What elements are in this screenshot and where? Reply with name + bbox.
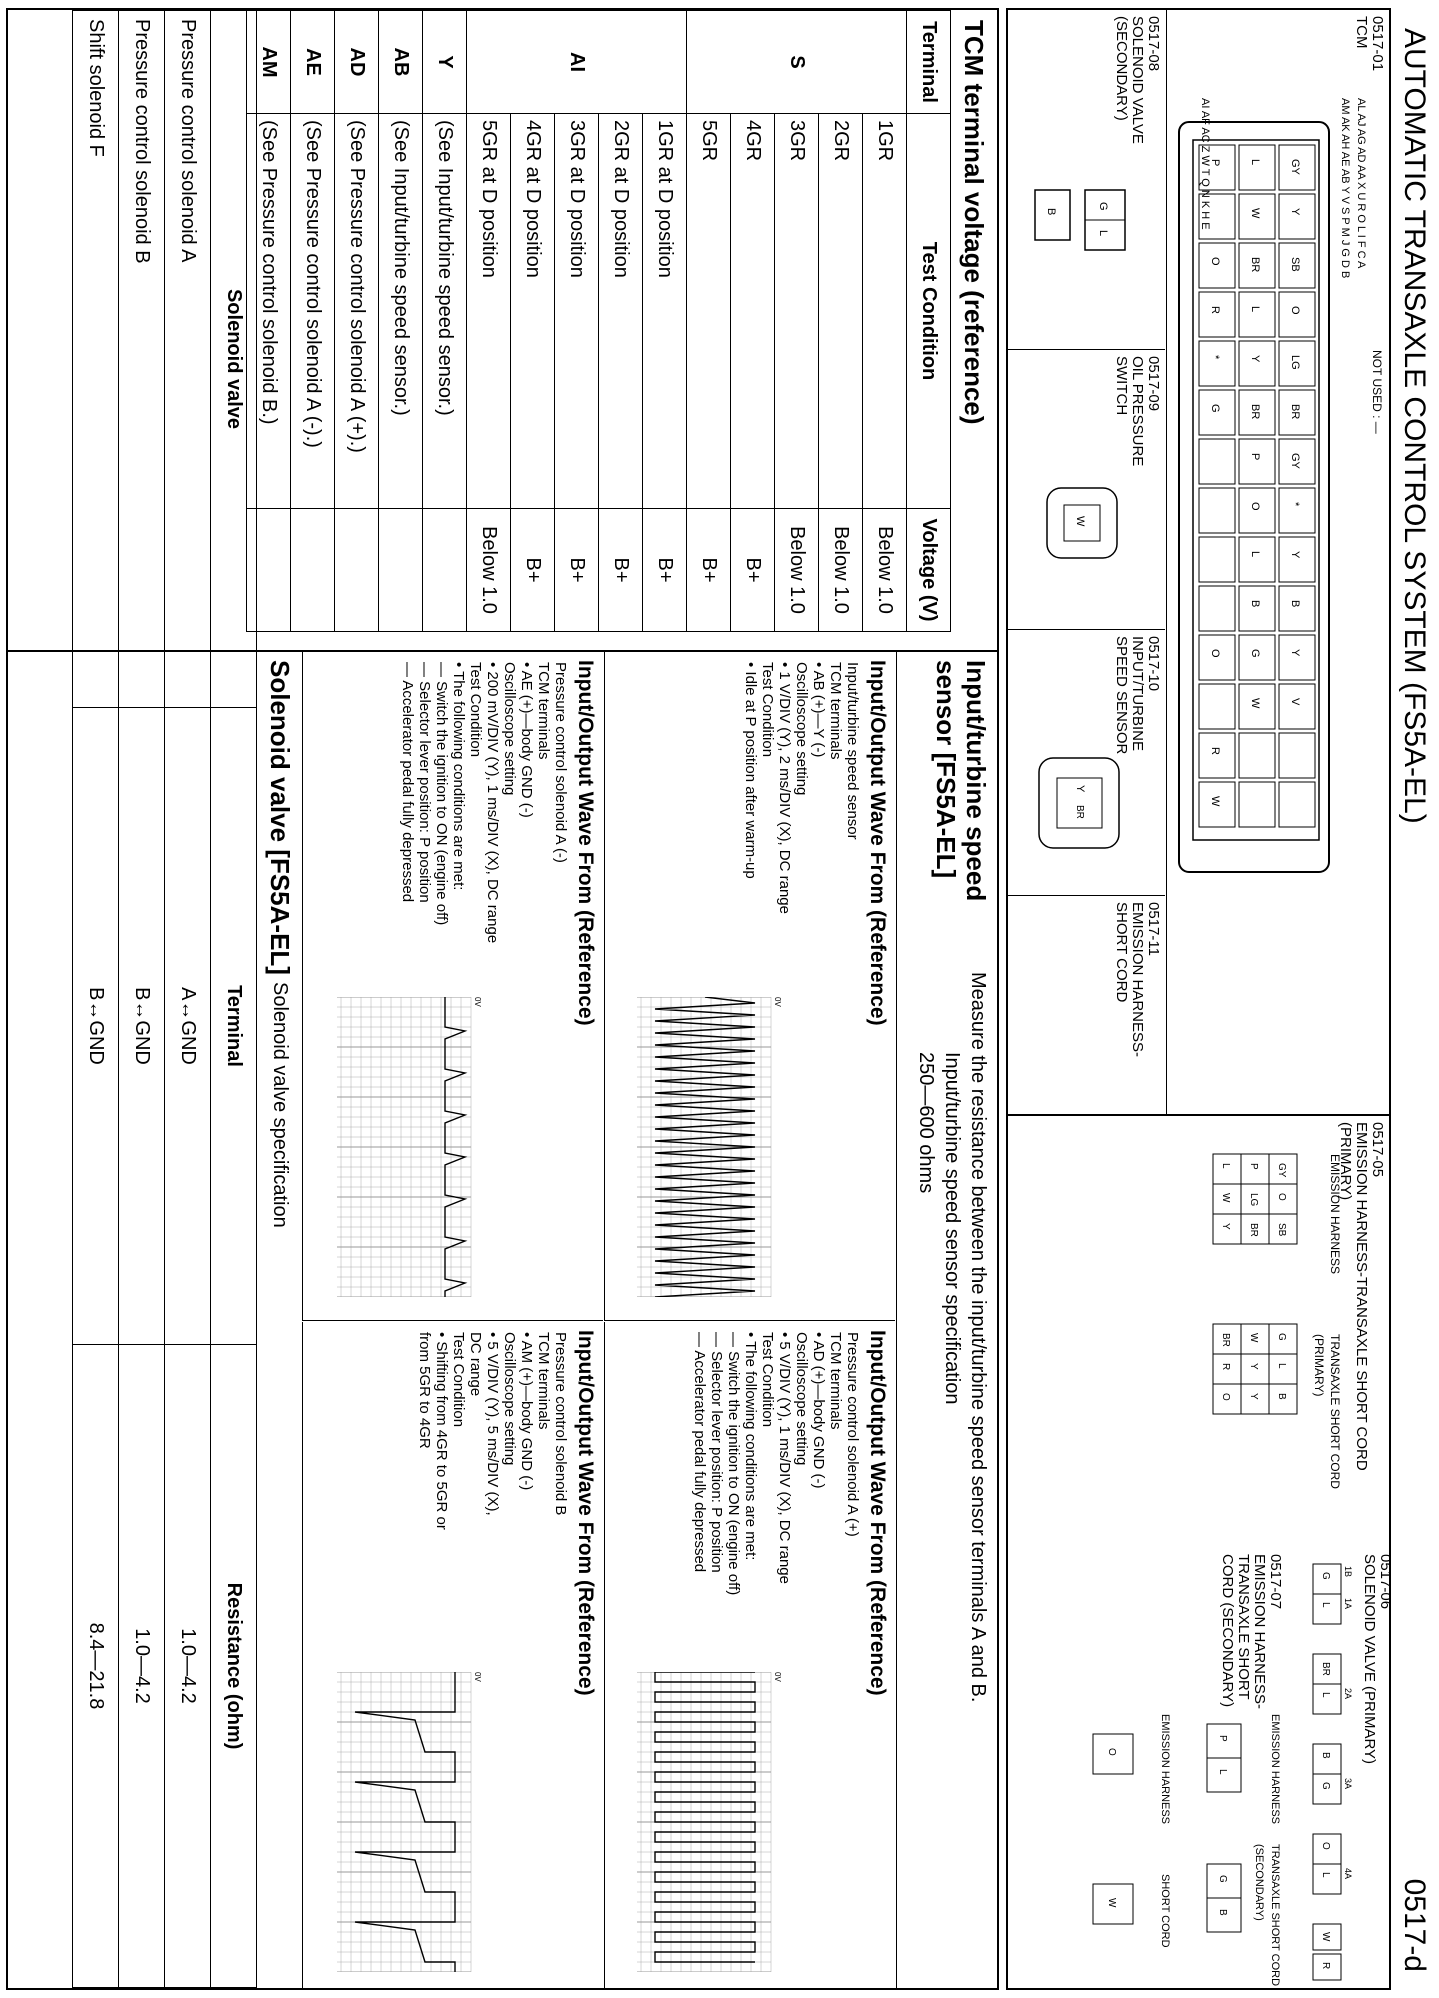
tcm-pin-cell <box>1239 439 1275 484</box>
oscilloscope-grid <box>635 1672 785 1972</box>
tcm-terminal-cell: AI <box>467 11 687 114</box>
conn-0517-11-code: 0517-11 <box>1145 902 1162 956</box>
tcm-table-row <box>291 11 335 632</box>
solenoid-resistance-cell: 1.0—4.2 <box>165 1345 211 1988</box>
tcm-pin-cell <box>1239 292 1275 337</box>
conn-0517-08-name: SOLENOID VALVE (SECONDARY) <box>1113 16 1146 144</box>
tcm-pin-cell <box>1279 733 1315 778</box>
solenoid-terminal-cell: A↔GND <box>165 708 211 1345</box>
wave-text-line: DC range <box>467 1332 484 1397</box>
solenoid-terminal-cell: B↔GND <box>119 708 165 1345</box>
tcm-condition-cell: 5GR at D position <box>467 114 511 509</box>
wave-panel-4 <box>302 1322 603 1988</box>
connector-pin-color: SB <box>1276 1223 1287 1237</box>
tcm-pin-color: * <box>1289 502 1301 507</box>
conn-0517-09-drawing <box>1035 480 1125 570</box>
conn-0517-06-name: SOLENOID VALVE (PRIMARY) <box>1361 1554 1378 1765</box>
wave-text-line: • Idle at P position after warm-up <box>742 662 759 879</box>
sol-col-terminal: Terminal <box>211 708 257 1345</box>
tcm-condition-cell: 4GR at D position <box>511 114 555 509</box>
connector-pin-color: Y <box>1220 1223 1231 1230</box>
tcm-voltage-cell: B+ <box>687 509 731 632</box>
tcm-condition-cell: (See Pressure control solenoid B.) <box>247 114 291 509</box>
tcm-pin-cell <box>1199 341 1235 386</box>
wave-text-line: • The following conditions are met: <box>450 662 467 891</box>
tcm-pin-color: GY <box>1289 159 1301 175</box>
wave-text-line: • AE (+)—body GND (-) <box>518 662 535 818</box>
tcm-pin-color: O <box>1249 502 1261 511</box>
tcm-terminal-cell: AM <box>247 11 291 114</box>
tcm-pin-cell <box>1279 194 1315 239</box>
conn-0517-08-pin-g: G <box>1097 202 1109 211</box>
sol-col-resistance: Resistance (ohm) <box>211 1345 257 1988</box>
tcm-pin-color: P <box>1249 453 1261 461</box>
tcm-pin-cell <box>1239 733 1275 778</box>
tcm-pin-color: B <box>1249 600 1261 608</box>
tcm-terminal-cell: AD <box>335 11 379 114</box>
conn-0517-05-sub-left: EMISSION HARNESS <box>1328 1154 1342 1275</box>
tcm-condition-cell: (See Input/turbine speed sensor.) <box>423 114 467 509</box>
oscilloscope-grid <box>335 997 485 1297</box>
connector-pin-color: Y <box>1248 1363 1259 1370</box>
wave-text-line: — Switch the ignition to ON (engine off) <box>433 662 450 926</box>
tcm-condition-cell: 3GR at D position <box>555 114 599 509</box>
tcm-pin-row-3: AI AF AC Z W T Q N K H E <box>1199 98 1211 230</box>
tcm-terminal-cell: AB <box>379 11 423 114</box>
connector-pin-color: L <box>1320 1602 1331 1608</box>
zero-volt-label: 0V <box>473 997 482 1007</box>
tcm-condition-cell: 5GR <box>687 114 731 509</box>
connector-pin-color: R <box>1220 1363 1231 1371</box>
wave-text-line: TCM terminals <box>827 662 844 760</box>
solenoid-heading <box>261 652 301 1988</box>
tcm-condition-cell: 2GR at D position <box>599 114 643 509</box>
tcm-pin-cell <box>1279 488 1315 533</box>
tcm-pin-color: O <box>1209 257 1221 266</box>
tcm-pin-cell <box>1239 537 1275 582</box>
wave-title: Input/Output Wave From (Reference) <box>574 660 597 1026</box>
connector-pin-color: BR <box>1248 1223 1259 1237</box>
connector-pin-color: GY <box>1276 1163 1287 1178</box>
connector-pin-tag: 4A <box>1343 1868 1353 1880</box>
wave-text-line: Input/turbine speed sensor <box>844 662 861 840</box>
conn-0517-08-pin-b: B <box>1045 208 1057 216</box>
connector-pin-color: B <box>1320 1752 1331 1759</box>
wave-text-line: • AB (+)—Y (-) <box>810 662 827 758</box>
wave-text-line: Pressure control solenoid A (+) <box>844 1332 861 1537</box>
wave-text-line: Oscilloscope setting <box>793 1332 810 1466</box>
tcm-pin-row-1: AL AJ AG AD AA X U R O L I F C A <box>1355 98 1367 269</box>
connector-pin-cell <box>1313 1684 1341 1714</box>
conn-0517-10-drawing <box>1027 750 1127 860</box>
tcm-table-row <box>643 11 687 632</box>
tcm-pin-cell <box>1199 439 1235 484</box>
tcm-pin-cell <box>1239 145 1275 190</box>
tcm-voltage-cell <box>335 509 379 632</box>
tcm-pin-color: Y <box>1289 551 1301 559</box>
sensor-spec-value: 250—600 ohms <box>915 1052 937 1194</box>
tcm-table-row <box>379 11 423 632</box>
tcm-condition-cell: 1GR <box>863 114 907 509</box>
wave-text-line: Test Condition <box>450 1332 467 1428</box>
connector-pin-color: L <box>1220 1163 1231 1169</box>
wave-text-line: from 5GR to 4GR <box>416 1332 433 1449</box>
tcm-pin-color: G <box>1209 404 1221 413</box>
tcm-voltage-cell <box>379 509 423 632</box>
tcm-pin-cell <box>1199 586 1235 631</box>
wave-panel-1 <box>604 652 895 1321</box>
solenoid-table-header <box>211 11 257 1988</box>
wave-text-line: — Selector lever position: P position <box>708 1332 725 1573</box>
solenoid-title: Solenoid valve [FS5A-EL] <box>265 660 295 975</box>
conn-0517-05-drawing <box>1197 1144 1307 1484</box>
wave-title: Input/Output Wave From (Reference) <box>866 1330 889 1696</box>
wave-text-line: • AD (+)—body GND (-) <box>810 1332 827 1489</box>
connector-pin-color: L <box>1276 1363 1287 1369</box>
tcm-condition-cell: 4GR <box>731 114 775 509</box>
connector-pin-color: LG <box>1248 1193 1259 1207</box>
tcm-pin-cell <box>1279 782 1315 827</box>
tcm-table-header <box>907 11 951 632</box>
connector-pin-color: Y <box>1248 1393 1259 1400</box>
conn-0517-05-code: 0517-05 <box>1369 1122 1386 1178</box>
wave-text-line: Pressure control solenoid B <box>552 1332 569 1516</box>
connector-pin-cell <box>1207 1758 1241 1792</box>
tcm-pin-cell <box>1239 782 1275 827</box>
tcm-pin-cell <box>1279 537 1315 582</box>
connector-pin-color: L <box>1217 1769 1228 1775</box>
conn-0517-07-name: EMISSION HARNESS- TRANSAXLE SHORT CORD (SECONDARY) <box>1219 1554 1268 1710</box>
conn-0517-09-pin-w: W <box>1074 516 1086 527</box>
wave-text-line: • 5 V/DIV (Y), 5 ms/DIV (X), <box>484 1332 501 1516</box>
solenoid-table-row <box>119 11 165 1988</box>
tcm-pin-color: W <box>1209 796 1221 807</box>
connector-pin-color: W <box>1220 1193 1231 1203</box>
conn-0517-07-sub-right: TRANSAXLE SHORT CORD (SECONDARY) <box>1253 1844 1281 1987</box>
solenoid-table-row <box>165 11 211 1988</box>
tcm-condition-cell: (See Pressure control solenoid A (-).) <box>291 114 335 509</box>
tcm-table-row <box>335 11 379 632</box>
wave-text-line: — Selector lever position: P position <box>416 662 433 903</box>
wave-text-line: • 1 V/DIV (Y), 2 ms/DIV (X), DC range <box>776 662 793 914</box>
tcm-pin-cell <box>1199 733 1235 778</box>
tcm-condition-cell: 3GR <box>775 114 819 509</box>
waveform-trace <box>655 1672 755 1962</box>
tcm-voltage-cell: Below 1.0 <box>775 509 819 632</box>
tcm-pin-color: W <box>1249 208 1261 219</box>
conn-0517-10-code: 0517-10 <box>1145 636 1162 692</box>
connector-pin-color: O <box>1320 1842 1331 1850</box>
conn-0517-08-code: 0517-08 <box>1145 16 1162 72</box>
wave-title: Input/Output Wave From (Reference) <box>574 1330 597 1696</box>
tcm-col-terminal: Terminal <box>907 11 951 114</box>
tcm-pin-color: V <box>1289 698 1301 706</box>
tcm-pin-color: LG <box>1289 355 1301 370</box>
tcm-pin-cell <box>1199 292 1235 337</box>
tcm-name: TCM <box>1353 16 1370 49</box>
tcm-voltage-cell: B+ <box>643 509 687 632</box>
wave-text-line: • 200 mV/DIV (Y), 1 ms/DIV (X), DC range <box>484 662 501 944</box>
tcm-condition-cell: 1GR at D position <box>643 114 687 509</box>
wave-text-line: Oscilloscope setting <box>501 662 518 796</box>
sensor-panel <box>896 652 997 1988</box>
connector-pin-color: W <box>1248 1333 1259 1343</box>
tcm-pin-color: L <box>1249 159 1261 166</box>
tcm-pin-color: BR <box>1289 404 1301 420</box>
tcm-condition-cell: (See Pressure control solenoid A (+).) <box>335 114 379 509</box>
connector-pin-color: G <box>1320 1782 1331 1790</box>
wave-text-line: • 5 V/DIV (Y), 1 ms/DIV (X), DC range <box>776 1332 793 1584</box>
tcm-pin-color: W <box>1249 698 1261 709</box>
tcm-pin-color: BR <box>1249 257 1261 273</box>
connector-pin-tag: 1B <box>1343 1566 1353 1578</box>
tcm-connector-drawing <box>1171 120 1331 880</box>
solenoid-subtitle: Solenoid valve specification <box>269 982 291 1228</box>
tcm-voltage-cell: Below 1.0 <box>467 509 511 632</box>
conn-0517-10-pin-br: BR <box>1074 805 1085 819</box>
wave-text-line: Test Condition <box>759 1332 776 1428</box>
tcm-voltage-cell: Below 1.0 <box>819 509 863 632</box>
tcm-pin-color: B <box>1289 600 1301 608</box>
tcm-voltage-cell: Below 1.0 <box>863 509 907 632</box>
wave-text-line: • The following conditions are met: <box>742 1332 759 1561</box>
tcm-pin-cell <box>1199 684 1235 729</box>
tcm-pin-color: Y <box>1249 355 1261 363</box>
tcm-pin-cell <box>1199 145 1235 190</box>
tcm-pin-color: * <box>1209 355 1221 360</box>
solenoid-table-row <box>73 11 119 1988</box>
tcm-terminal-cell: AE <box>291 11 335 114</box>
tcm-pin-cell <box>1279 635 1315 680</box>
tcm-face <box>1193 140 1319 840</box>
conn-0517-11-sub-right: SHORT CORD <box>1159 1874 1171 1948</box>
tcm-voltage-cell: B+ <box>731 509 775 632</box>
solenoid-spec-table <box>72 10 257 1988</box>
tcm-table-row <box>863 11 907 632</box>
oscilloscope-grid <box>335 1672 485 1972</box>
tcm-pin-color: R <box>1209 306 1221 314</box>
tcm-voltage-cell: B+ <box>511 509 555 632</box>
connector-pin-cell <box>1313 1864 1341 1894</box>
tcm-pin-color: L <box>1249 306 1261 313</box>
connector-pin-color: W <box>1320 1932 1331 1942</box>
conn-0517-11-sub-left: EMISSION HARNESS <box>1159 1714 1171 1825</box>
solenoid-resistance-cell: 8.4—21.8 <box>73 1345 119 1988</box>
tcm-pin-row-2: AM AK AH AE AB Y V S P M J G D B <box>1339 98 1351 279</box>
connector-pin-color: L <box>1320 1692 1331 1698</box>
tcm-pin-cell <box>1199 194 1235 239</box>
connector-pin-color: B <box>1217 1909 1228 1916</box>
tcm-voltage-cell <box>291 509 335 632</box>
conn-0517-09-code: 0517-09 <box>1145 356 1162 412</box>
tcm-pin-color: BR <box>1249 404 1261 420</box>
tcm-col-voltage: Voltage (V) <box>907 509 951 632</box>
tcm-voltage-cell: B+ <box>599 509 643 632</box>
wave-text-line: Pressure control solenoid A (-) <box>552 662 569 863</box>
tcm-pin-cell <box>1279 684 1315 729</box>
conn-0517-05-name: EMISSION HARNESS-TRANSAXLE SHORT CORD (PRIMARY) <box>1337 1122 1370 1471</box>
connector-pin-tag: 3A <box>1343 1778 1353 1790</box>
conn-0517-06-drawing <box>1297 1554 1357 1984</box>
tcm-terminal-cell: Y <box>423 11 467 114</box>
wave-panel-3 <box>302 652 603 1321</box>
tcm-pin-color: GY <box>1289 453 1301 469</box>
wave-text-line: — Accelerator pedal fully depressed <box>399 662 416 903</box>
solenoid-resistance-cell: 1.0—4.2 <box>119 1345 165 1988</box>
tcm-housing <box>1179 122 1329 872</box>
connector-pin-color: L <box>1320 1872 1331 1878</box>
tcm-col-condition: Test Condition <box>907 114 951 509</box>
tcm-pin-color: P <box>1209 159 1221 167</box>
connector-pin-color: W <box>1106 1898 1117 1908</box>
connector-pin-color: P <box>1217 1735 1228 1742</box>
connector-pin-cell <box>1313 1594 1341 1624</box>
tcm-condition-cell: (See Input/turbine speed sensor.) <box>379 114 423 509</box>
conn-0517-10-housing <box>1039 758 1119 848</box>
connector-pin-color: G <box>1217 1875 1228 1883</box>
conn-0517-08-drawing <box>1025 180 1135 290</box>
solenoid-terminal-cell: B↔GND <box>73 708 119 1345</box>
tcm-pin-cell <box>1279 586 1315 631</box>
tcm-voltage-cell <box>423 509 467 632</box>
tcm-pin-color: R <box>1209 747 1221 755</box>
tcm-condition-cell: 2GR <box>819 114 863 509</box>
tcm-pin-cell <box>1239 586 1275 631</box>
tcm-pin-color: Y <box>1289 208 1301 216</box>
wave-panel-2 <box>604 1322 895 1988</box>
tcm-pin-color: L <box>1249 551 1261 558</box>
conn-0517-11-cell <box>1008 896 1165 1114</box>
wave-text-line: Oscilloscope setting <box>501 1332 518 1466</box>
sensor-spec-label: Input/turbine speed sensor specification <box>941 1052 963 1405</box>
page-header <box>1393 8 1433 1990</box>
zero-volt-label: 0V <box>773 1672 782 1682</box>
solenoid-name-cell: Shift solenoid F <box>73 11 119 708</box>
zero-volt-label: 0V <box>773 997 782 1007</box>
connector-pin-color: P <box>1248 1163 1259 1170</box>
wave-text-line: Test Condition <box>467 662 484 758</box>
conn-0517-10-name: INPUT/TURBINE SPEED SENSOR <box>1113 636 1146 755</box>
conn-0517-08-cell <box>1008 10 1165 350</box>
connector-pin-color: O <box>1276 1193 1287 1201</box>
connector-pin-color: B <box>1276 1393 1287 1400</box>
tcm-pin-color: SB <box>1289 257 1301 272</box>
conn-0517-06-code: 0517-06 <box>1377 1554 1394 1610</box>
solenoid-name-cell: Pressure control solenoid A <box>165 11 211 708</box>
tcm-code: 0517-01 <box>1369 16 1386 72</box>
connector-pin-color: G <box>1320 1572 1331 1580</box>
connector-pin-color: O <box>1220 1393 1231 1401</box>
tcm-not-used: NOT USED : — <box>1370 350 1384 434</box>
conn-0517-11-drawing <box>1053 1714 1153 1974</box>
tcm-pin-color: G <box>1249 649 1261 658</box>
page-title: AUTOMATIC TRANSAXLE CONTROL SYSTEM (FS5A-EL) <box>1398 28 1431 824</box>
conn-0517-05-sub-right: TRANSAXLE SHORT CORD (PRIMARY) <box>1312 1334 1342 1489</box>
wave-text-line: Oscilloscope setting <box>793 662 810 796</box>
tcm-pin-cell <box>1199 537 1235 582</box>
wave-text-line: — Switch the ignition to ON (engine off) <box>725 1332 742 1596</box>
sensor-desc: Measure the resistance between the input/turbine speed sensor terminals A and B. <box>967 972 989 1703</box>
tcm-pin-color: O <box>1209 649 1221 658</box>
connector-pin-tag: 2A <box>1343 1688 1353 1700</box>
wave-text-line: • AM (+)—body GND (-) <box>518 1332 535 1491</box>
wave-text-line: — Accelerator pedal fully depressed <box>691 1332 708 1573</box>
connector-pin-color: BR <box>1320 1662 1331 1676</box>
connector-pin-color: BR <box>1220 1333 1231 1347</box>
connector-pin-cell <box>1313 1744 1341 1774</box>
connector-pin-cell <box>1213 1154 1241 1184</box>
connector-pin-color: O <box>1106 1748 1117 1756</box>
connector-pin-cell <box>1269 1354 1297 1384</box>
conn-0517-11-name: EMISSION HARNESS- SHORT CORD <box>1113 902 1146 1058</box>
wave-text-line: TCM terminals <box>535 662 552 760</box>
conn-0517-07-sub-left: EMISSION HARNESS <box>1269 1714 1281 1825</box>
sensor-title: Input/turbine speed sensor [FS5A-EL] <box>931 660 991 902</box>
tcm-pin-color: Y <box>1289 649 1301 657</box>
wave-text-line: TCM terminals <box>535 1332 552 1430</box>
conn-0517-10-pin-y: Y <box>1074 785 1086 793</box>
conn-0517-07-code: 0517-07 <box>1267 1554 1284 1610</box>
conn-0517-07-drawing <box>1181 1714 1251 1974</box>
tcm-pin-cell <box>1199 488 1235 533</box>
tcm-pin-cell <box>1239 341 1275 386</box>
tcm-voltage-table <box>246 10 951 632</box>
wave-text-line: • Shifting from 4GR to 5GR or <box>433 1332 450 1530</box>
zero-volt-label: 0V <box>473 1672 482 1682</box>
conn-0517-10-cell <box>1008 630 1165 896</box>
connector-pin-color: R <box>1320 1962 1331 1970</box>
page-code: 0517-d <box>1398 1878 1431 1972</box>
sol-col-name: Solenoid valve <box>211 11 257 708</box>
solenoid-name-cell: Pressure control solenoid B <box>119 11 165 708</box>
conn-0517-09-cell <box>1008 350 1165 630</box>
wave-text-line: Test Condition <box>759 662 776 758</box>
connector-pin-color: G <box>1276 1333 1287 1341</box>
tcm-terminal-cell: S <box>687 11 907 114</box>
tcm-voltage-cell: B+ <box>555 509 599 632</box>
wave-title: Input/Output Wave From (Reference) <box>866 660 889 1026</box>
wave-text-line: TCM terminals <box>827 1332 844 1430</box>
oscilloscope-grid <box>635 997 785 1297</box>
tcm-table-title: TCM terminal voltage (reference) <box>959 20 989 425</box>
tcm-table-row <box>423 11 467 632</box>
tcm-pin-color: O <box>1289 306 1301 315</box>
conn-0517-08-pin-l: L <box>1097 230 1109 237</box>
conn-0517-09-name: OIL PRESSURE SWITCH <box>1113 356 1146 467</box>
connector-pin-tag: 1A <box>1343 1598 1353 1610</box>
